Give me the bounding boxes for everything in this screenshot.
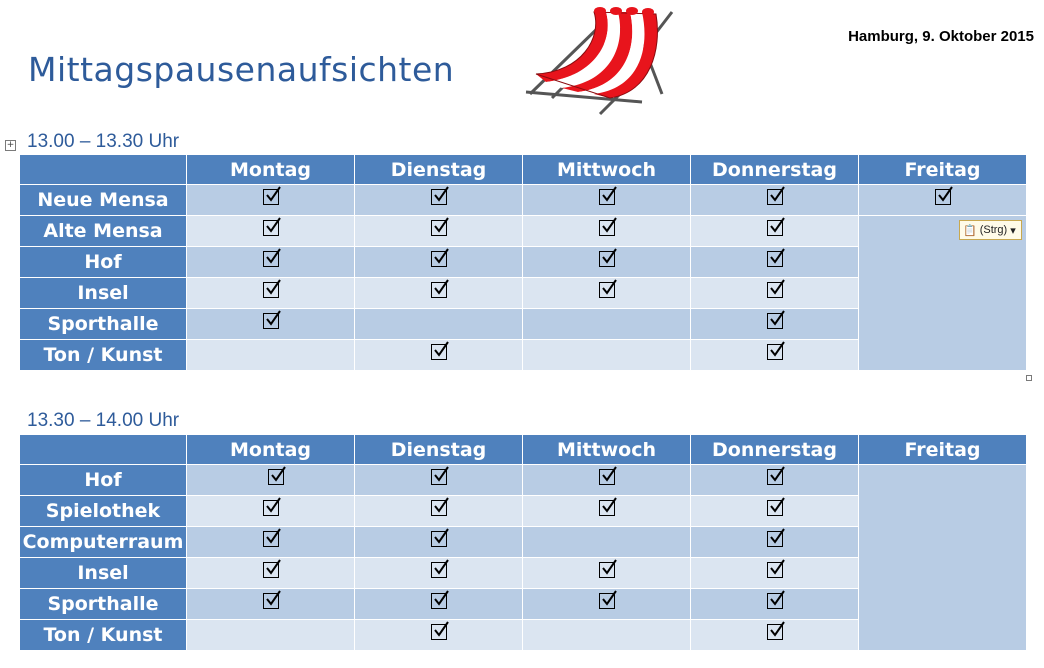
day-header: Mittwoch [523, 435, 691, 465]
checked-checkbox-icon[interactable] [767, 469, 783, 485]
schedule-cell[interactable] [355, 589, 523, 620]
checked-checkbox-icon[interactable] [431, 251, 447, 267]
day-header: Dienstag [355, 155, 523, 185]
location-label: Sporthalle [20, 309, 187, 340]
schedule-cell[interactable] [523, 558, 691, 589]
table-move-handle[interactable]: + [6, 140, 15, 150]
checked-checkbox-icon[interactable] [935, 189, 951, 205]
location-label: Sporthalle [20, 589, 187, 620]
location-label: Insel [20, 278, 187, 309]
schedule-cell[interactable] [355, 527, 523, 558]
clipboard-icon: 📋 [963, 224, 977, 237]
checked-checkbox-icon[interactable] [599, 562, 615, 578]
checked-checkbox-icon[interactable] [263, 500, 279, 516]
day-header: Freitag [859, 435, 1027, 465]
schedule-cell[interactable] [523, 620, 691, 651]
location-label: Ton / Kunst [20, 340, 187, 371]
schedule-cell[interactable] [691, 247, 859, 278]
schedule-cell[interactable] [691, 465, 859, 496]
table-resize-handle[interactable] [1026, 375, 1032, 381]
schedule-cell[interactable] [355, 558, 523, 589]
schedule-table-2 [19, 434, 1027, 651]
checked-checkbox-icon[interactable] [767, 500, 783, 516]
checked-checkbox-icon[interactable] [767, 562, 783, 578]
schedule-cell[interactable] [355, 185, 523, 216]
checked-checkbox-icon[interactable] [263, 313, 279, 329]
header-corner [20, 435, 187, 465]
checked-checkbox-icon[interactable] [767, 189, 783, 205]
schedule-cell[interactable] [187, 558, 355, 589]
schedule-table-1 [19, 154, 1027, 371]
schedule-cell[interactable] [523, 465, 691, 496]
location-label: Spielothek [20, 496, 187, 527]
location-label: Insel [20, 558, 187, 589]
schedule-cell[interactable] [523, 496, 691, 527]
schedule-cell[interactable] [523, 185, 691, 216]
paste-options-label: (Strg) [979, 224, 1008, 236]
day-header: Donnerstag [691, 155, 859, 185]
page-title: Mittagspausenaufsichten [28, 50, 455, 89]
schedule-cell[interactable] [691, 185, 859, 216]
table-row [20, 465, 1027, 496]
day-header: Mittwoch [523, 155, 691, 185]
schedule-cell[interactable] [355, 496, 523, 527]
schedule-cell[interactable] [691, 558, 859, 589]
schedule-cell[interactable] [691, 278, 859, 309]
checked-checkbox-icon[interactable] [767, 593, 783, 609]
checked-checkbox-icon[interactable] [599, 593, 615, 609]
schedule-cell[interactable] [187, 216, 355, 247]
checked-checkbox-icon[interactable] [263, 593, 279, 609]
table-row [20, 185, 1027, 216]
checked-checkbox-icon[interactable] [431, 593, 447, 609]
table-row [20, 216, 1027, 247]
schedule-cell[interactable] [355, 247, 523, 278]
checked-checkbox-icon[interactable] [767, 313, 783, 329]
schedule-cell[interactable] [691, 496, 859, 527]
schedule-cell[interactable] [355, 340, 523, 371]
checked-checkbox-icon[interactable] [268, 469, 284, 485]
day-header: Donnerstag [691, 435, 859, 465]
schedule-cell[interactable] [691, 309, 859, 340]
schedule-cell[interactable] [523, 278, 691, 309]
schedule-cell[interactable] [355, 278, 523, 309]
checked-checkbox-icon[interactable] [767, 531, 783, 547]
checked-checkbox-icon[interactable] [599, 282, 615, 298]
schedule-cell[interactable] [355, 309, 523, 340]
day-header: Dienstag [355, 435, 523, 465]
checked-checkbox-icon[interactable] [263, 189, 279, 205]
location-label: Alte Mensa [20, 216, 187, 247]
schedule-cell[interactable] [691, 527, 859, 558]
checked-checkbox-icon[interactable] [599, 189, 615, 205]
paste-options-button[interactable] [959, 220, 1022, 240]
chevron-down-icon: ▾ [1010, 224, 1016, 237]
schedule-cell[interactable] [355, 620, 523, 651]
checked-checkbox-icon[interactable] [767, 220, 783, 236]
schedule-cell[interactable] [355, 465, 523, 496]
checked-checkbox-icon[interactable] [767, 624, 783, 640]
checked-checkbox-icon[interactable] [431, 531, 447, 547]
schedule-cell[interactable] [187, 496, 355, 527]
location-label: Hof [20, 465, 187, 496]
schedule-cell[interactable] [859, 185, 1027, 216]
checked-checkbox-icon[interactable] [263, 562, 279, 578]
schedule-cell[interactable] [187, 620, 355, 651]
day-header: Montag [187, 155, 355, 185]
schedule-cell[interactable] [187, 340, 355, 371]
schedule-cell[interactable] [523, 589, 691, 620]
schedule-cell[interactable] [355, 216, 523, 247]
location-label: Neue Mensa [20, 185, 187, 216]
checked-checkbox-icon[interactable] [431, 344, 447, 360]
checked-checkbox-icon[interactable] [431, 220, 447, 236]
schedule-cell[interactable] [523, 309, 691, 340]
location-label: Hof [20, 247, 187, 278]
schedule-cell[interactable] [187, 589, 355, 620]
checked-checkbox-icon[interactable] [431, 469, 447, 485]
checked-checkbox-icon[interactable] [767, 282, 783, 298]
checked-checkbox-icon[interactable] [767, 344, 783, 360]
schedule-cell[interactable] [691, 620, 859, 651]
checked-checkbox-icon[interactable] [431, 562, 447, 578]
schedule-cell[interactable] [187, 185, 355, 216]
schedule-cell[interactable] [187, 465, 355, 496]
header-corner [20, 155, 187, 185]
checked-checkbox-icon[interactable] [431, 282, 447, 298]
location-label: Computerraum [20, 527, 187, 558]
schedule-cell[interactable] [187, 278, 355, 309]
checked-checkbox-icon[interactable] [599, 469, 615, 485]
checked-checkbox-icon[interactable] [599, 251, 615, 267]
schedule-cell[interactable] [691, 589, 859, 620]
checked-checkbox-icon[interactable] [431, 189, 447, 205]
deck-chair-illustration [522, 2, 692, 117]
schedule-cell[interactable] [691, 216, 859, 247]
schedule-cell[interactable] [523, 340, 691, 371]
checked-checkbox-icon[interactable] [263, 220, 279, 236]
checked-checkbox-icon[interactable] [431, 624, 447, 640]
checked-checkbox-icon[interactable] [767, 251, 783, 267]
schedule-cell[interactable] [523, 527, 691, 558]
checked-checkbox-icon[interactable] [599, 500, 615, 516]
slot-heading-2: 13.30 – 14.00 Uhr [27, 410, 180, 431]
schedule-cell[interactable] [187, 309, 355, 340]
schedule-cell[interactable] [187, 247, 355, 278]
schedule-cell[interactable] [691, 340, 859, 371]
schedule-cell[interactable] [187, 527, 355, 558]
slot-heading-1: 13.00 – 13.30 Uhr [27, 131, 180, 152]
checked-checkbox-icon[interactable] [263, 282, 279, 298]
checked-checkbox-icon[interactable] [431, 500, 447, 516]
schedule-cell[interactable] [523, 247, 691, 278]
day-header: Montag [187, 435, 355, 465]
location-label: Ton / Kunst [20, 620, 187, 651]
checked-checkbox-icon[interactable] [599, 220, 615, 236]
checked-checkbox-icon[interactable] [263, 531, 279, 547]
checked-checkbox-icon[interactable] [263, 251, 279, 267]
schedule-cell[interactable] [523, 216, 691, 247]
merged-cell[interactable] [859, 465, 1027, 651]
date-line: Hamburg, 9. Oktober 2015 [848, 28, 1034, 45]
day-header: Freitag [859, 155, 1027, 185]
